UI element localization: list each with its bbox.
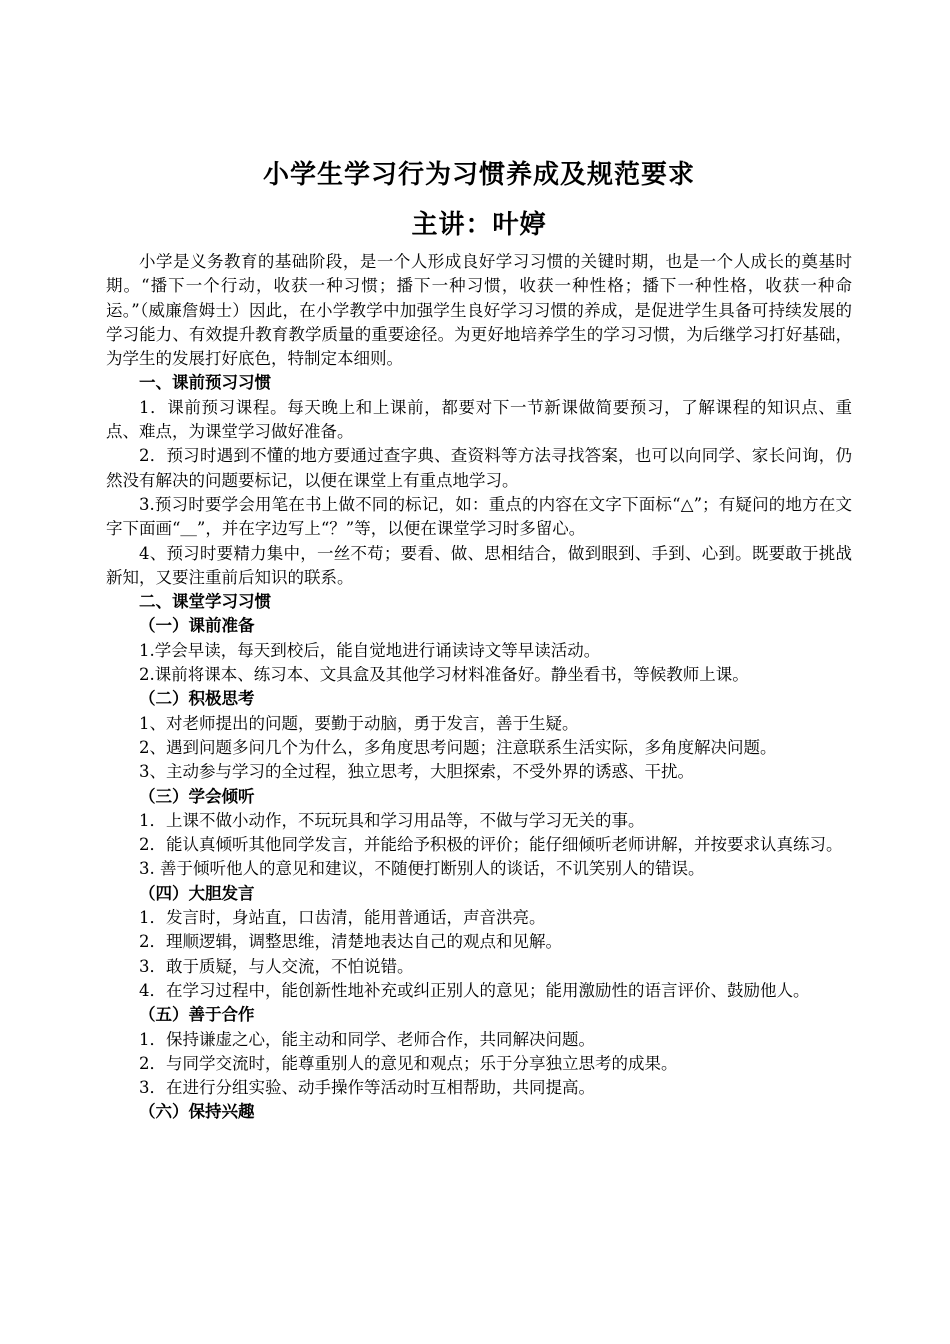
paragraph: 3．在进行分组实验、动手操作等活动时互相帮助，共同提高。 xyxy=(139,1078,595,1098)
section-heading: （六）保持兴趣 xyxy=(139,1102,255,1122)
section-heading: （二）积极思考 xyxy=(139,689,255,709)
paragraph: 1．保持谦虚之心，能主动和同学、老师合作，共同解决问题。 xyxy=(139,1029,595,1049)
section-heading: 一、课前预习习惯 xyxy=(139,373,271,393)
paragraph: 1．上课不做小动作，不玩玩具和学习用品等，不做与学习无关的事。 xyxy=(139,810,645,830)
paragraph: 1、对老师提出的问题，要勤于动脑，勇于发言，善于生疑。 xyxy=(139,713,579,733)
paragraph: 3．敢于质疑，与人交流，不怕说错。 xyxy=(139,956,414,976)
document-page xyxy=(106,150,852,1125)
document-title: 小学生学习行为习惯养成及规范要求 xyxy=(262,160,695,190)
paragraph: 1．课前预习课程。每天晚上和上课前，都要对下一节新课做简要预习，了解课程的知识点、重点、难点，为课堂学习做好准备。 xyxy=(106,397,852,442)
document-subtitle: 主讲：叶婷 xyxy=(411,210,547,240)
paragraph: 2．能认真倾听其他同学发言，并能给予积极的评价；能仔细倾听老师讲解，并按要求认真练习。 xyxy=(139,835,843,855)
section-heading: （五）善于合作 xyxy=(139,1005,255,1025)
document-body xyxy=(106,250,852,1125)
paragraph: 3.预习时要学会用笔在书上做不同的标记，如：重点的内容在文字下面标“△”；有疑问的地方在文字下面画“＿”，并在字边写上“？”等，以便在课堂学习时多留心。 xyxy=(106,494,852,539)
section-heading: （三）学会倾听 xyxy=(139,786,255,806)
paragraph: 3、主动参与学习的全过程，独立思考，大胆探索，不受外界的诱惑、干扰。 xyxy=(139,762,694,782)
paragraph: 2．理顺逻辑，调整思维，清楚地表达自己的观点和见解。 xyxy=(139,932,562,952)
paragraph: 2.课前将课本、练习本、文具盒及其他学习材料准备好。静坐看书，等候教师上课。 xyxy=(139,665,749,685)
paragraph: 2．与同学交流时，能尊重别人的意见和观点；乐于分享独立思考的成果。 xyxy=(139,1053,678,1073)
paragraph: 4．在学习过程中，能创新性地补充或纠正别人的意见；能用激励性的语言评价、鼓励他人。 xyxy=(139,980,810,1000)
section-heading: （一）课前准备 xyxy=(139,616,255,636)
paragraph: 1．发言时，身站直，口齿清，能用普通话，声音洪亮。 xyxy=(139,908,546,928)
paragraph: 小学是义务教育的基础阶段，是一个人形成良好学习习惯的关键时期，也是一个人成长的奠基时期。“播下一个行动，收获一种习惯；播下一种习惯，收获一种性格；播下一种性格，收获一种命运。”（威廉詹姆士）因此，在小学教学中加强学生良好学习习惯的养成，是促进学生具备可持续发展的学习能力、有效提升教育教学质量的重要途径。为更好地培养学生的学习习惯，为后继学习打好基础，为学生的发展打好底色，特制定本细则。 xyxy=(106,252,852,369)
paragraph: 4、预习时要精力集中，一丝不苟；要看、做、思相结合，做到眼到、手到、心到。既要敢于挑战新知，又要注重前后知识的联系。 xyxy=(106,543,852,587)
paragraph: 2．预习时遇到不懂的地方要通过查字典、查资料等方法寻找答案，也可以向同学、家长问询，仍然没有解决的问题要标记，以便在课堂上有重点地学习。 xyxy=(106,446,852,490)
paragraph: 2、遇到问题多问几个为什么，多角度思考问题；注意联系生活实际，多角度解决问题。 xyxy=(139,737,777,757)
section-heading: （四）大胆发言 xyxy=(139,883,255,903)
section-heading: 二、课堂学习习惯 xyxy=(139,592,271,612)
paragraph: 1.学会早读，每天到校后，能自觉地进行诵读诗文等早读活动。 xyxy=(139,640,601,660)
paragraph: 3. 善于倾听他人的意见和建议，不随便打断别人的谈话，不讥笑别人的错误。 xyxy=(139,859,705,879)
